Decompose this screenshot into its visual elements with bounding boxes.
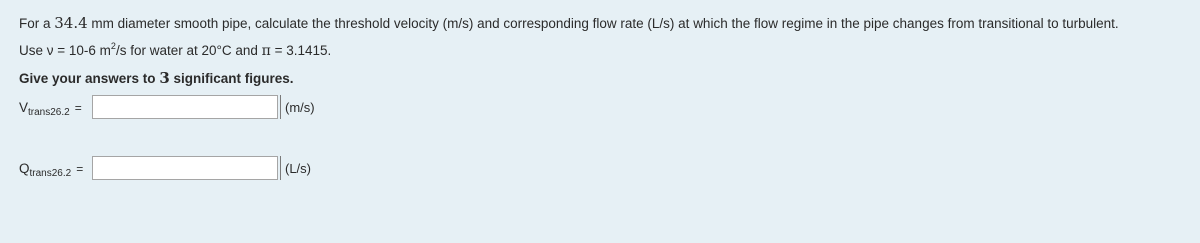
velocity-symbol: V <box>19 99 29 115</box>
question-text-start: For a <box>19 16 55 31</box>
sig-figs-text-start: Give your answers to <box>19 71 160 86</box>
viscosity-text: Use ν = 10-6 m <box>19 43 111 58</box>
given-constants <box>19 41 331 61</box>
velocity-answer-input[interactable] <box>92 95 278 119</box>
velocity-equals: = <box>74 100 82 115</box>
velocity-unit: (m/s) <box>280 95 315 119</box>
flow-rate-unit: (L/s) <box>280 156 311 180</box>
pi-symbol: π <box>261 43 271 59</box>
flow-rate-variable-label <box>19 160 92 179</box>
velocity-variable-label <box>19 99 92 118</box>
flow-rate-equals: = <box>76 161 84 176</box>
question-text-end: mm diameter smooth pipe, calculate the threshold velocity (m/s) and corresponding flow rate (L/s) at which the flow regime in the pipe changes from transitional to turbulent. <box>87 16 1119 31</box>
viscosity-exponent: 2 <box>110 41 116 51</box>
sig-figs-text-end: significant figures. <box>169 71 294 86</box>
velocity-subscript: trans26.2 <box>28 106 70 118</box>
pi-value-text: = 3.1415. <box>270 43 332 58</box>
flow-rate-subscript: trans26.2 <box>29 167 72 179</box>
sig-figs-instruction <box>19 68 294 89</box>
velocity-answer-row <box>19 94 315 120</box>
flow-rate-answer-row <box>19 155 311 181</box>
temperature-text: /s for water at 20°C and <box>115 43 262 58</box>
sig-figs-count: 3 <box>159 69 170 87</box>
flow-rate-answer-input[interactable] <box>92 156 278 180</box>
flow-rate-symbol: Q <box>19 160 30 176</box>
question-text <box>19 13 1119 34</box>
pipe-diameter-value: 34.4 <box>54 14 88 32</box>
